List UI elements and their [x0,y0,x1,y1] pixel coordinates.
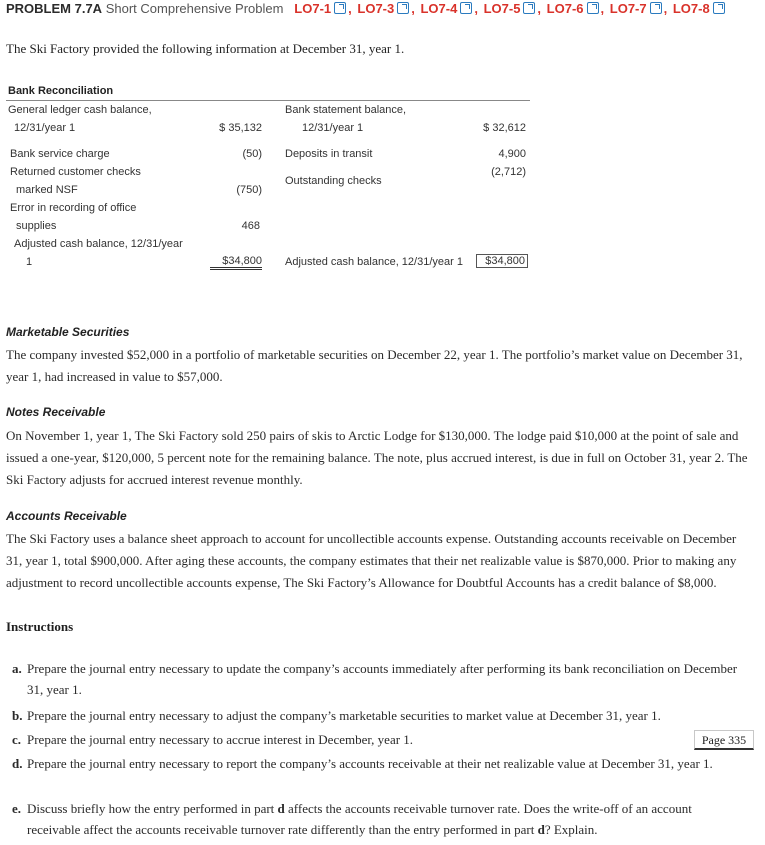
error-label-cont: supplies [16,220,57,232]
item-letter: d. [12,756,23,771]
adjusted-bank-value: $34,800 [476,254,528,268]
external-link-icon[interactable] [460,2,472,14]
gl-balance-date: 12/31/year 1 [14,122,76,134]
bank-balance-value: $ 32,612 [483,122,526,134]
external-link-icon[interactable] [587,2,599,14]
external-link-icon[interactable] [397,2,409,14]
item-letter: e. [12,801,22,816]
objective-link-lo7-1[interactable]: LO7-1 [294,1,332,16]
error-label: Error in recording of office [10,202,137,214]
nsf-label: Returned customer checks [10,166,141,178]
item-letter: b. [12,708,23,723]
outstanding-value: (2,712) [491,166,526,178]
objective-link-lo7-4[interactable]: LO7-4 [420,1,458,16]
objective-link-lo7-3[interactable]: LO7-3 [357,1,395,16]
objective-link-lo7-6[interactable]: LO7-6 [546,1,584,16]
problem-header: PROBLEM 7.7A Short Comprehensive Problem LO7-1 , LO7-3 , LO7-4 , LO7-5 , LO7-6 , LO7-7 , LO7-8 [6,0,727,18]
item-text-part-1: Discuss briefly how the entry performed in part [27,801,278,816]
service-charge-label: Bank service charge [10,148,110,160]
external-link-icon[interactable] [523,2,535,14]
instruction-item-a [12,658,752,700]
instruction-item-b [12,705,752,726]
bank-balance-date: 12/31/year 1 [302,122,364,134]
gl-balance-value: $ 35,132 [219,122,262,134]
outstanding-label: Outstanding checks [285,175,382,187]
bank-reconciliation-table [6,83,530,273]
table-divider [6,100,530,101]
objective-link-lo7-5[interactable]: LO7-5 [483,1,521,16]
instruction-item-e [12,798,712,840]
adjusted-book-label: Adjusted cash balance, 12/31/year [14,238,183,250]
intro-text: The Ski Factory provided the following information at December 31, year 1. [6,41,405,56]
item-letter: a. [12,661,22,676]
external-link-icon[interactable] [334,2,346,14]
nsf-value: (750) [236,184,262,196]
deposits-value: 4,900 [498,148,526,160]
deposits-label: Deposits in transit [285,148,373,160]
objective-link-lo7-7[interactable]: LO7-7 [609,1,647,16]
adjusted-bank-label: Adjusted cash balance, 12/31/year 1 [285,256,463,268]
securities-heading: Marketable Securities [6,325,130,339]
item-text-bold-1: d [277,801,285,816]
item-text: Prepare the journal entry necessary to report the company’s accounts receivable at their net realizable value at December 31, year 1. [27,756,713,771]
external-link-icon[interactable] [713,2,725,14]
item-text-part-2: affects the accounts receivable turnover rate. Does the write-off of an account receivable affect the accounts receivable turnover rate differently than the entry performed in part [27,801,692,837]
item-text: Prepare the journal entry necessary to update the company’s accounts immediately after performing its bank reconciliation on December 31, year 1. [27,661,738,697]
bank-balance-label: Bank statement balance, [285,104,407,116]
adjusted-book-label-cont: 1 [26,256,33,268]
adjusted-book-value: $34,800 [210,255,262,270]
error-value: 468 [241,220,260,232]
item-text: Prepare the journal entry necessary to adjust the company’s marketable securities to market value at December 31, year 1. [27,708,661,723]
objective-link-lo7-8[interactable]: LO7-8 [672,1,710,16]
instruction-item-c [12,729,752,750]
instruction-item-d [12,753,740,774]
receivable-heading: Accounts Receivable [6,509,127,523]
securities-text: The company invested $52,000 in a portfolio of marketable securities on December 22, year 1. The portfolio’s market value on December 31, year 1, had increased in value to $57,000. [6,347,743,384]
gl-balance-label: General ledger cash balance, [8,104,152,116]
service-charge-value: (50) [242,148,262,160]
item-text-part-3: ? Explain. [544,822,598,837]
notes-heading: Notes Receivable [6,405,106,419]
external-link-icon[interactable] [650,2,662,14]
item-letter: c. [12,732,22,747]
page-number-label: Page 335 [694,730,754,750]
problem-number: PROBLEM 7.7A [6,1,103,16]
item-text: Prepare the journal entry necessary to accrue interest in December, year 1. [27,732,414,747]
nsf-label-cont: marked NSF [16,184,78,196]
problem-type: Short Comprehensive Problem [105,1,284,16]
item-text-bold-2: d [537,822,545,837]
instructions-title: Instructions [6,619,74,634]
reconciliation-title: Bank Reconciliation [8,85,114,97]
notes-text: On November 1, year 1, The Ski Factory sold 250 pairs of skis to Arctic Lodge for $130,000. The lodge paid $10,000 at the point of sale and issued a one-year, $120,000, 5 percent note for the remaining balance. The note, plus accrued interest, is due in full on October 31, year 2. The Ski Factory adjusts for accrued interest revenue monthly. [6,428,748,487]
receivable-text: The Ski Factory uses a balance sheet approach to account for uncollectible accounts expense. Outstanding accounts receivable on December 31, year 1, total $900,000. After aging these accounts, the company estimates that their net realizable value is $870,000. Prior to making any adjustment to record uncollectible accounts expense, The Ski Factory’s Allowance for Doubtful Accounts has a credit balance of $8,000. [6,531,737,590]
